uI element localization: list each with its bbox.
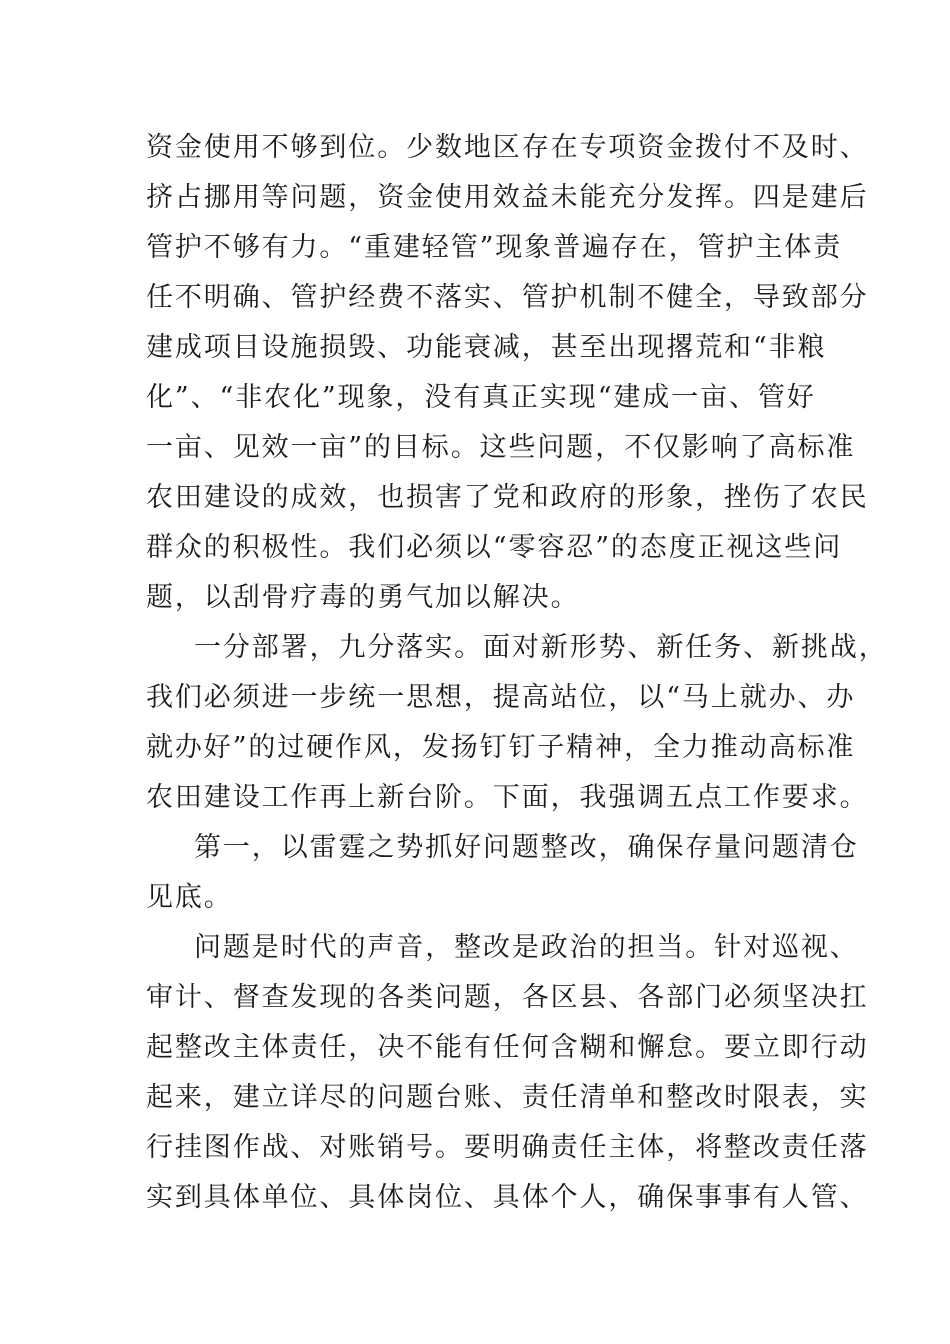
paragraph-first-line: 问题是时代的声音，整改是政治的担当。针对巡视、 (194, 932, 859, 963)
text-line: 农田建设的成效，也损害了党和政府的形象，挫伤了农民 (146, 482, 869, 513)
text-line: 任不明确、管护经费不落实、管护机制不健全，导致部分 (146, 282, 869, 313)
text-line: 审计、督查发现的各类问题，各区县、各部门必须坚决扛 (146, 982, 869, 1013)
text-line: 就办好”的过硬作风，发扬钉钉子精神，全力推动高标准 (146, 732, 856, 763)
text-line: 行挂图作战、对账销号。要明确责任主体，将整改责任落 (146, 1132, 869, 1163)
text-line: 群众的积极性。我们必须以“零容忍”的态度正视这些问 (146, 532, 843, 563)
section-heading-line: 第一，以雷霆之势抓好问题整改，确保存量问题清仓 (194, 832, 859, 863)
text-line: 农田建设工作再上新台阶。下面，我强调五点工作要求。 (146, 782, 869, 813)
text-line: 资金使用不够到位。少数地区存在专项资金拨付不及时、 (146, 132, 869, 163)
text-line: 一亩、见效一亩”的目标。这些问题，不仅影响了高标准 (146, 432, 856, 463)
text-line: 建成项目设施损毁、功能衰减，甚至出现撂荒和“非粮 (146, 332, 827, 363)
text-line: 化”、“非农化”现象，没有真正实现“建成一亩、管好 (146, 382, 816, 413)
text-line: 起来，建立详尽的问题台账、责任清单和整改时限表，实 (146, 1082, 869, 1113)
text-line: 实到具体单位、具体岗位、具体个人，确保事事有人管、 (146, 1182, 869, 1213)
section-heading-line: 见底。 (146, 882, 233, 913)
text-line: 挤占挪用等问题，资金使用效益未能充分发挥。四是建后 (146, 182, 869, 213)
text-line: 起整改主体责任，决不能有任何含糊和懈怠。要立即行动 (146, 1032, 869, 1063)
text-line: 管护不够有力。“重建轻管”现象普遍存在，管护主体责 (146, 232, 843, 263)
text-line: 题，以刮骨疗毒的勇气加以解决。 (146, 582, 580, 613)
paragraph-first-line: 一分部署，九分落实。面对新形势、新任务、新挑战， (194, 632, 888, 663)
text-line: 我们必须进一步统一思想，提高站位，以“马上就办、办 (146, 682, 856, 713)
